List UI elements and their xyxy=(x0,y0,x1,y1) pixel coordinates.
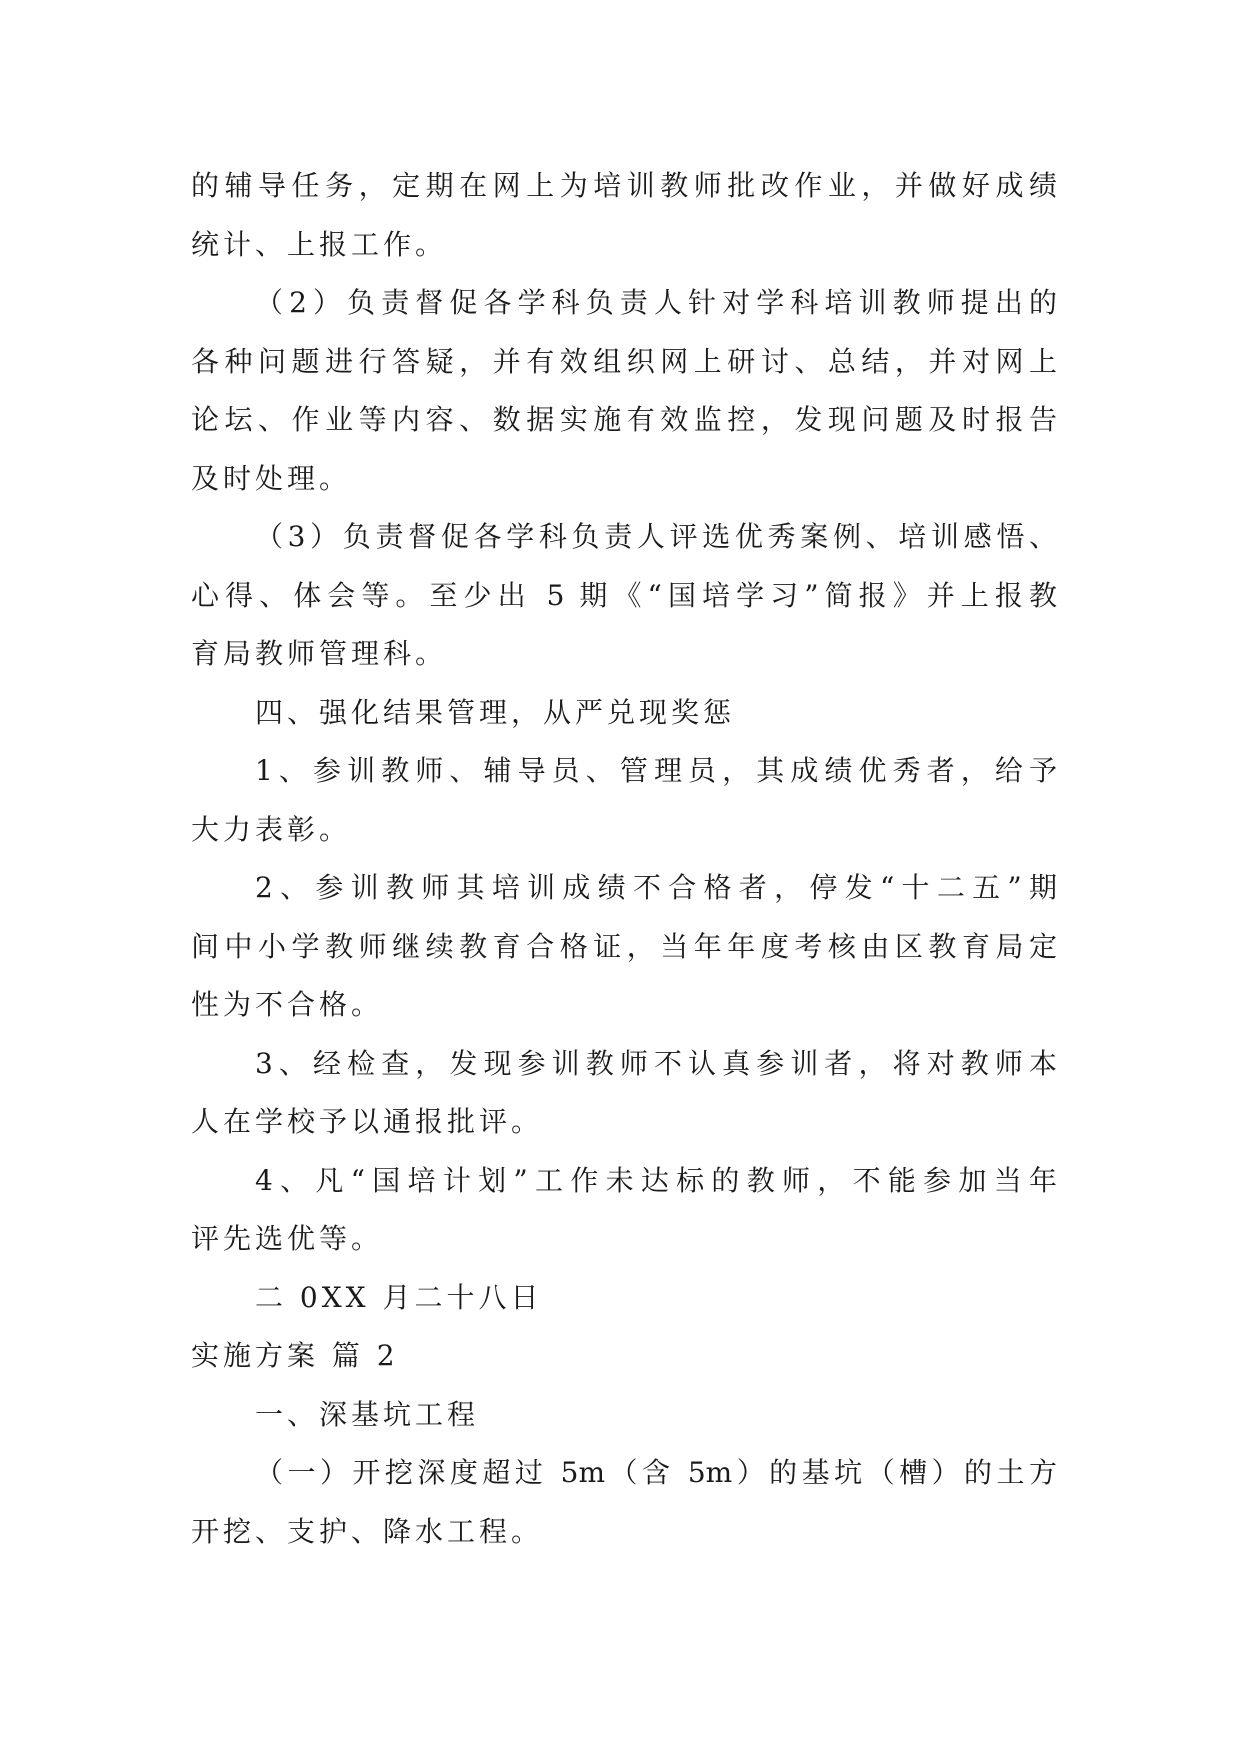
text-line: 心得、体会等。至少出 5 期《“国培学习”简报》并上报教 xyxy=(191,578,1057,612)
paragraph-rule-2 xyxy=(191,859,1057,1035)
text-line: 人在学校予以通报批评。 xyxy=(191,1105,544,1138)
text-line: 间中小学教师继续教育合格证，当年年度考核由区教育局定 xyxy=(191,929,1057,963)
section-title xyxy=(191,1327,1057,1386)
text-line: 2、参训教师其培训成绩不合格者，停发“十二五”期 xyxy=(255,871,1057,904)
text-line: （2）负责督促各学科负责人针对学科培训教师提出的 xyxy=(255,286,1057,319)
text-line: 及时处理。 xyxy=(191,461,352,495)
text-line: 性为不合格。 xyxy=(191,988,384,1021)
text-line: 育局教师管理科。 xyxy=(191,637,448,670)
text-line: 的辅导任务，定期在网上为培训教师批改作业，并做好成绩 xyxy=(191,169,1057,202)
text-line: 四、强化结果管理，从严兑现奖惩 xyxy=(255,695,736,729)
text-line: 开挖、支护、降水工程。 xyxy=(191,1514,544,1548)
text-line: 二 0XX 月二十八日 xyxy=(255,1280,543,1314)
section-heading-one xyxy=(191,1386,1057,1445)
paragraph-continuation xyxy=(191,157,1057,274)
text-line: （3）负责督促各学科负责人评选优秀案例、培训感悟、 xyxy=(255,520,1057,553)
paragraph-rule-4 xyxy=(191,1152,1057,1269)
paragraph-item-3 xyxy=(191,508,1057,684)
text-line: 实施方案 篇 2 xyxy=(191,1339,399,1372)
paragraph-rule-3 xyxy=(191,1035,1057,1152)
text-line: 4、凡“国培计划”工作未达标的教师，不能参加当年 xyxy=(255,1163,1057,1197)
text-line: （一）开挖深度超过 5m（含 5m）的基坑（槽）的土方 xyxy=(255,1456,1057,1489)
text-line: 统计、上报工作。 xyxy=(191,227,448,261)
document-body xyxy=(191,157,1057,1561)
text-line: 论坛、作业等内容、数据实施有效监控，发现问题及时报告 xyxy=(191,403,1057,436)
text-line: 一、深基坑工程 xyxy=(255,1397,480,1431)
text-line: 各种问题进行答疑，并有效组织网上研讨、总结，并对网上 xyxy=(191,344,1057,378)
section-heading-four xyxy=(191,684,1057,743)
paragraph-rule-1 xyxy=(191,742,1057,859)
paragraph-subitem-1 xyxy=(191,1444,1057,1561)
text-line: 评先选优等。 xyxy=(191,1222,384,1255)
date-line xyxy=(191,1269,1057,1328)
text-line: 1、参训教师、辅导员、管理员，其成绩优秀者，给予 xyxy=(255,754,1057,787)
text-line: 3、经检查，发现参训教师不认真参训者，将对教师本 xyxy=(255,1046,1057,1080)
paragraph-item-2 xyxy=(191,274,1057,508)
text-line: 大力表彰。 xyxy=(191,812,352,846)
